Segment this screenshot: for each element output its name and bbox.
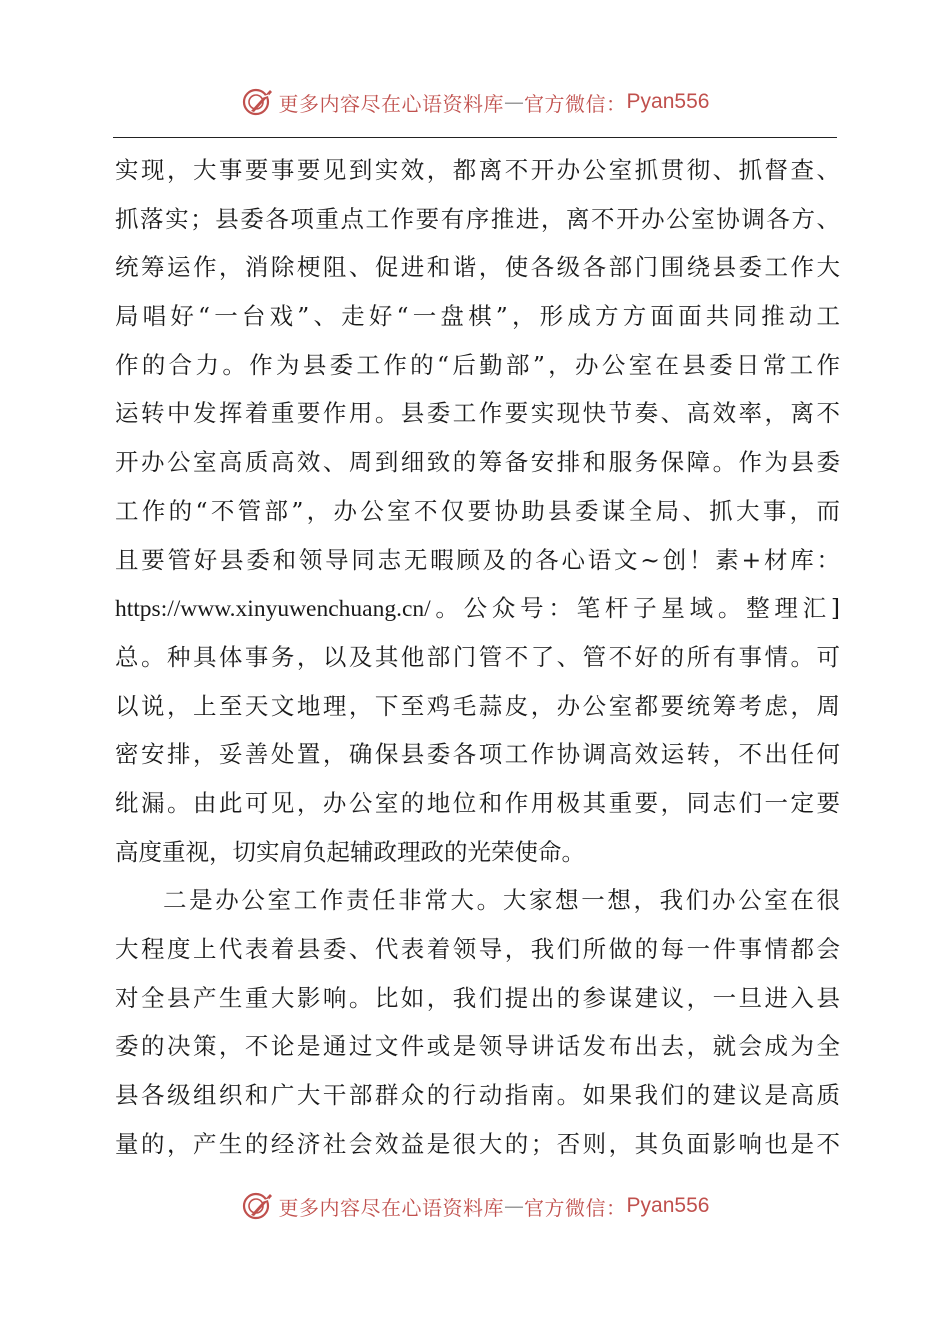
text-line: 量的，产生的经济社会效益是很大的；否则，其负面影响也是不 (115, 1129, 840, 1158)
header-separator: — (504, 90, 525, 114)
text-line: 工作的“不管部”，办公室不仅要协助县委谋全局、抓大事，而 (115, 496, 840, 525)
quill-logo-icon (241, 85, 275, 119)
text-line: 高度重视，切实肩负起辅政理政的光荣使命。 (115, 837, 585, 866)
text-line: 统筹运作，消除梗阻、促进和谐，使各级各部门围绕县委工作大 (115, 253, 840, 282)
paragraph-start-line: 二是办公室工作责任非常大。大家想一想，我们办公室在很 (163, 886, 840, 915)
text-line: 开办公室高质高效、周到细致的筹备安排和服务保障。作为县委 (115, 448, 840, 477)
header-brand: 更多内容尽在心语资料库 (278, 91, 505, 116)
text-line: 纰漏。由此可见，办公室的地位和作用极其重要，同志们一定要 (115, 788, 840, 817)
header-contact-id: Pyan556 (626, 90, 710, 113)
header-banner (0, 82, 950, 122)
quill-logo-icon (241, 1189, 275, 1223)
text-line: 密安排，妥善处置，确保县委各项工作协调高效运转，不出任何 (115, 740, 840, 769)
footer-banner (0, 1186, 950, 1226)
text-line: 实现，大事要事要见到实效，都离不开办公室抓贯彻、抓督查、 (115, 156, 840, 184)
url-text[interactable]: https://www.xinyuwenchuang.cn/ (115, 596, 431, 623)
footer-brand: 更多内容尽在心语资料库 (278, 1195, 505, 1220)
header-contact-label: 官方微信： (524, 91, 627, 116)
text-line: 大程度上代表着县委、代表着领导，我们所做的每一件事情都会 (115, 935, 840, 963)
text-line: 总。种具体事务，以及其他部门管不了、管不好的所有事情。可 (115, 642, 840, 671)
text-line: 局唱好“一台戏”、走好“一盘棋”，形成方方面面共同推动工 (115, 302, 840, 331)
url-line-rest: 。公众号：笔杆子星域。整理汇] (430, 594, 840, 623)
url-line (115, 584, 840, 633)
text-line: 抓落实；县委各项重点工作要有序推进，离不开办公室协调各方、 (115, 204, 840, 233)
footer-contact-id: Pyan556 (626, 1194, 710, 1217)
document-body (115, 146, 840, 1168)
text-line: 作的合力。作为县委工作的“后勤部”，办公室在县委日常工作 (115, 350, 840, 379)
footer-contact-label: 官方微信： (524, 1195, 627, 1220)
text-line: 且要管好县委和领导同志无暇顾及的各心语文~创！素+材库： (115, 545, 840, 574)
footer-separator: — (504, 1194, 525, 1218)
text-line: 对全县产生重大影响。比如，我们提出的参谋建议，一旦进入县 (115, 983, 840, 1012)
text-line: 以说，上至天文地理，下至鸡毛蒜皮，办公室都要统筹考虑，周 (115, 691, 840, 720)
text-line: 县各级组织和广大干部群众的行动指南。如果我们的建议是高质 (115, 1081, 840, 1110)
header-rule (113, 137, 837, 138)
text-line: 运转中发挥着重要作用。县委工作要实现快节奏、高效率，离不 (115, 399, 840, 428)
text-line: 委的决策，不论是通过文件或是领导讲话发布出去，就会成为全 (115, 1032, 840, 1061)
